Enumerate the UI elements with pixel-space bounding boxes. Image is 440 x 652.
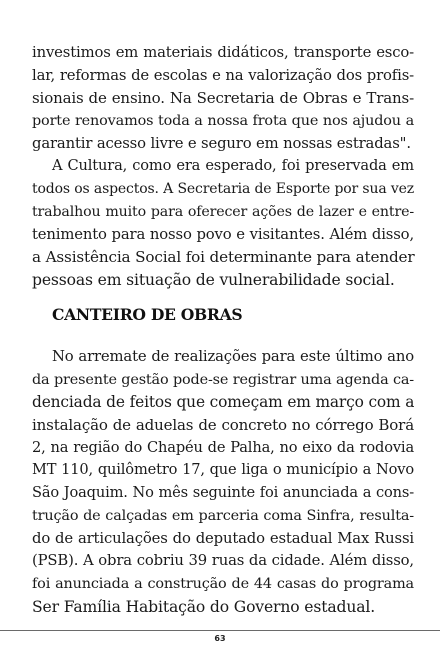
text-line: da presente gestão pode-se registrar uma agenda ca- [32,371,414,388]
text-line: No arremate de realizações para este último ano [52,348,414,365]
paragraph-continuation [32,42,414,155]
text-line: São Joaquim. No mês seguinte foi anunciada a cons- [32,484,414,502]
text-line: instalação de aduelas de concreto no córrego Borá [32,416,414,435]
text-line: pessoas em situação de vulnerabilidade social. [32,270,395,289]
body-text-top [32,42,414,292]
text-line: denciada de feitos que começam em março com a [32,393,415,412]
text-line: Ser Família Habitação do Governo estadual. [32,597,375,616]
text-line: porte renovamos toda a nossa frota que nos ajudou a [32,113,414,130]
text-line: A Cultura, como era esperado, foi preservada em [52,157,414,175]
text-line: trução de calçadas em parceria coma Sinfra, resulta- [32,507,414,524]
text-line: foi anunciada a construção de 44 casas do programa [32,575,414,592]
paragraph-works [32,346,414,618]
text-line: trabalhou muito para oferecer ações de lazer e entre- [32,203,414,220]
page-number: 63 [214,634,226,643]
text-line: garantir acesso livre e seguro em nossas estradas". [32,134,411,152]
text-line: (PSB). A obra cobriu 39 ruas da cidade. Além disso, [32,552,414,570]
text-line: todos os aspectos. A Secretaria de Esporte por sua vez [32,181,414,198]
text-line: tenimento para nosso povo e visitantes. Além disso, [32,225,414,243]
text-line: 2, na região do Chapéu de Palha, no eixo da rodovia [32,438,414,456]
section-heading: CANTEIRO DE OBRAS [52,305,243,324]
text-line: lar, reformas de escolas e na valorização dos profis- [32,66,414,84]
text-line: a Assistência Social foi determinante para atender [32,248,415,267]
footer-divider [0,630,440,631]
paragraph-culture [32,155,414,291]
text-line: investimos em materiais didáticos, transporte esco- [32,44,414,61]
text-line: MT 110, quilômetro 17, que liga o município a Novo [32,461,414,479]
text-line: sionais de ensino. Na Secretaria de Obras e Trans- [32,89,414,108]
text-line: do de articulações do deputado estadual Max Russi [32,529,414,547]
